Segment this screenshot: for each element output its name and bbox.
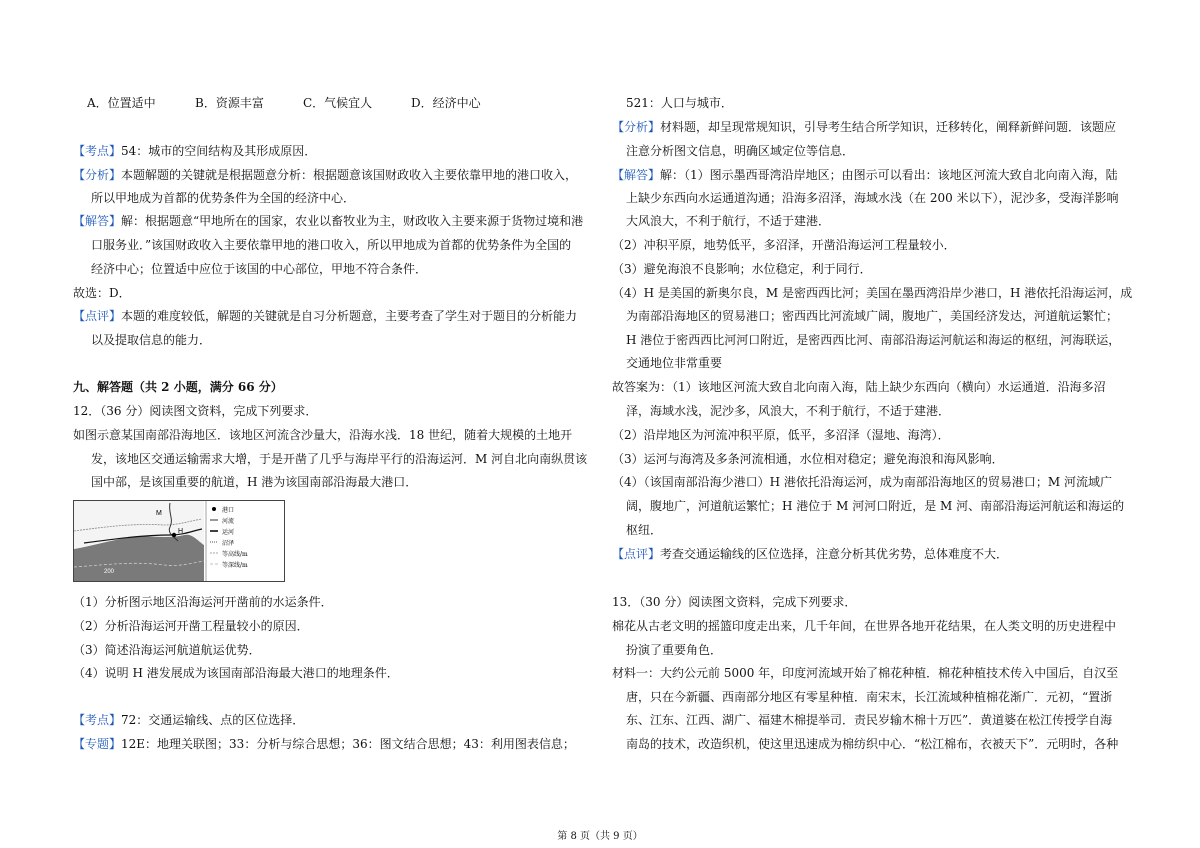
r-fenxi-line-1 [612, 120, 1116, 134]
r-final-4-3: 枢纽． [626, 523, 663, 537]
option-a: A．位置适中 [87, 96, 156, 110]
kaodian2-text: 72：交通运输线、点的区位选择． [121, 713, 305, 727]
fenxi-line-2: 所以甲地成为首都的优势条件为全国的经济中心． [91, 191, 356, 205]
r-jieda-line-3: 大风浪大，不利于航行，不适于建港． [626, 214, 831, 228]
q12-sub-1: （1）分析图示地区沿海运河开凿前的水运条件． [73, 595, 333, 609]
fenxi-tag: 【分析】 [73, 168, 122, 182]
r-final-2: （2）沿岸地区为河流冲积平原，低平，多沼泽（湿地、海湾）． [612, 428, 950, 442]
zhuanti-text: 12E：地理关联图；33：分析与综合思想；36：图文结合思想；43：利用图表信息； [121, 737, 575, 751]
q13-para-1: 棉花从古老文明的摇篮印度走出来，几千年间，在世界各地开花结果，在人类文明的历史进程中 [612, 619, 1117, 633]
dianping-line-2: 以及提取信息的能力． [91, 333, 212, 347]
region-map [73, 500, 285, 582]
jieda-line-3: 经济中心；位置适中应位于该国的中心部位，甲地不符合条件． [91, 262, 428, 276]
option-d: D．经济中心 [411, 96, 481, 110]
legend-item: 等高线/m [222, 551, 248, 558]
jieda-tag: 【解答】 [73, 214, 122, 228]
legend-item: 河流 [222, 518, 235, 525]
r-fenxi-tag: 【分析】 [612, 120, 661, 134]
kaodian2-tag: 【考点】 [73, 713, 122, 727]
jieda-text-1: 解：根据题意“甲地所在的国家，农业以畜牧业为主，财政收入主要来源于货物过境和港 [121, 214, 584, 228]
q12-para-3: 国中部，是该国重要的航道，H 港为该国南部沿海最大港口． [91, 475, 418, 489]
zhuanti-line [73, 737, 575, 751]
r-final-4-1: （4）（该国南部沿海少港口）H 港依托沿海运河，成为南部沿海地区的贸易港口；M 河流域广 [612, 475, 1113, 489]
r-answer-2: （2）冲积平原，地势低平，多沼泽，开凿沿海运河工程量较小． [612, 238, 956, 252]
r-jieda-line-1 [612, 168, 1118, 182]
r-dianping-tag: 【点评】 [612, 547, 661, 561]
r-jieda-text-1: 解：（1）图示墨西哥湾沿岸地区；由图示可以看出：该地区河流大致自北向南入海，陆 [660, 168, 1118, 182]
r-answer-4-3: H 港位于密西西比河河口附近，是密西西比河、南部沿海运河航运和海运的枢纽，河海联运， [626, 333, 1121, 347]
dianping-tag: 【点评】 [73, 309, 122, 323]
gu-xuan: 故选：D． [73, 286, 131, 300]
r-final-4-2: 阔，腹地广，河道航运繁忙；H 港位于 M 河河口附近，是 M 河、南部沿海运河航运和海运的 [626, 499, 1125, 513]
r-final-1: 故答案为：（1）该地区河流大致自北向南入海，陆上缺少东西向（横向）水运通道．沿海多沼 [612, 380, 1106, 394]
r-fenxi-text-1: 材料题，却呈现常规知识，引导考生结合所学知识，迁移转化，阐释新鲜问题．该题应 [660, 120, 1117, 134]
fenxi-text-1: 本题解题的关键就是根据题意分析：根据题意该国财政收入主要依靠甲地的港口收入， [121, 168, 578, 182]
r-answer-3: （3）避免海浪不良影响；水位稳定，利于同行． [612, 262, 872, 276]
q12-para-2: 发，该地区交通运输需求大增，于是开凿了几乎与海岸平行的沿海运河．M 河自北向南纵贯该 [91, 452, 588, 466]
map-label-h: H [178, 528, 184, 535]
legend-item: 等深线/m [222, 562, 248, 569]
r-dianping-line [612, 547, 1008, 561]
option-b: B．资源丰富 [195, 96, 264, 110]
zhuanti-tag: 【专题】 [73, 737, 122, 751]
q12-sub-2: （2）分析沿海运河开凿工程量较小的原因． [73, 619, 309, 633]
dianping-text-1: 本题的难度较低，解题的关键就是自习分析题意，主要考查了学生对于题目的分析能力 [121, 309, 578, 323]
map-label-200: 200 [104, 569, 115, 575]
r-jieda-tag: 【解答】 [612, 168, 661, 182]
r-answer-4-4: 交通地位非常重要 [626, 356, 723, 370]
kaodian2-line [73, 713, 304, 727]
legend-item: 运河 [222, 529, 235, 536]
kaodian-tag: 【考点】 [73, 144, 122, 158]
option-c: C．气候宜人 [303, 96, 373, 110]
port-h-marker [172, 533, 176, 537]
q13-material-1: 材料一：大约公元前 5000 年，印度河流域开始了棉花种植．棉花种植技术传入中国后，自汉至 [612, 666, 1119, 680]
r-jieda-line-2: 上缺少东西向水运通道沟通；沿海多沼泽，海域水浅（在 200 米以下），泥沙多，受海洋影响 [626, 191, 1119, 205]
r-final-1b: 泽，海域水浅，泥沙多，风浪大，不利于航行，不适于建港． [626, 404, 951, 418]
legend-item: 沼泽 [222, 540, 235, 547]
r-dianping-text: 考查交通运输线的区位选择，注意分析其优劣势，总体难度不大． [660, 547, 1009, 561]
q12-sub-3: （3）简述沿海运河航道航运优势． [73, 643, 261, 657]
q13-material-4: 南岛的技术，改造织机，使这里迅速成为棉纺织中心．“松江棉布，衣被天下”．元明时，各种 [626, 737, 1119, 751]
q13-material-2: 唐，只在今新疆、西南部分地区有零星种植．南宋末，长江流域种植棉花渐广．元初，“置浙 [626, 690, 1113, 704]
legend-port-symbol [212, 507, 216, 511]
map-label-m: M [156, 510, 162, 517]
q12-head: 12．（36 分）阅读图文资料，完成下列要求． [73, 404, 318, 418]
map-graphic [74, 501, 284, 581]
section-title: 九、解答题（共 2 小题，满分 66 分） [73, 380, 283, 394]
page-footer: 第 8 页（共 9 页） [557, 831, 643, 842]
dianping-line-1 [73, 309, 577, 323]
q13-para-2: 扮演了重要角色． [626, 643, 723, 657]
r-fenxi-line-2: 注意分析图文信息，明确区域定位等信息． [626, 144, 855, 158]
q12-para-1: 如图示意某国南部沿海地区．该地区河流含沙量大，沿海水浅．18 世纪，随着大规模的土地开 [73, 428, 573, 442]
r-kaodian-cont: 521：人口与城市． [626, 96, 733, 110]
q12-sub-4: （4）说明 H 港发展成为该国南部沿海最大港口的地理条件． [73, 666, 399, 680]
r-answer-4-1: （4）H 是美国的新奥尔良，M 是密西西比河；美国在墨西湾沿岸少港口，H 港依托沿海运河，成 [612, 286, 1133, 300]
r-answer-4-2: 为南部沿海地区的贸易港口；密西西比河流域广阔，腹地广，美国经济发达，河道航运繁忙； [626, 309, 1119, 323]
q13-head: 13．（30 分）阅读图文资料，完成下列要求． [612, 595, 857, 609]
jieda-line-2: 口服务业．”该国财政收入主要依靠甲地的港口收入，所以甲地成为首都的优势条件为全国的 [91, 238, 572, 252]
jieda-line-1 [73, 214, 583, 228]
r-final-3: （3）运河与海湾及多条河流相通，水位相对稳定；避免海浪和海风影响． [612, 452, 1004, 466]
kaodian-text: 54：城市的空间结构及其形成原因． [121, 144, 317, 158]
fenxi-line-1 [73, 168, 577, 182]
kaodian-line [73, 144, 316, 158]
legend-item: 港口 [222, 507, 235, 514]
q13-material-3: 东、江东、江西、湖广、福建木棉提举司．责民岁输木棉十万匹”．黄道婆在松江传授学自海 [626, 713, 1113, 727]
